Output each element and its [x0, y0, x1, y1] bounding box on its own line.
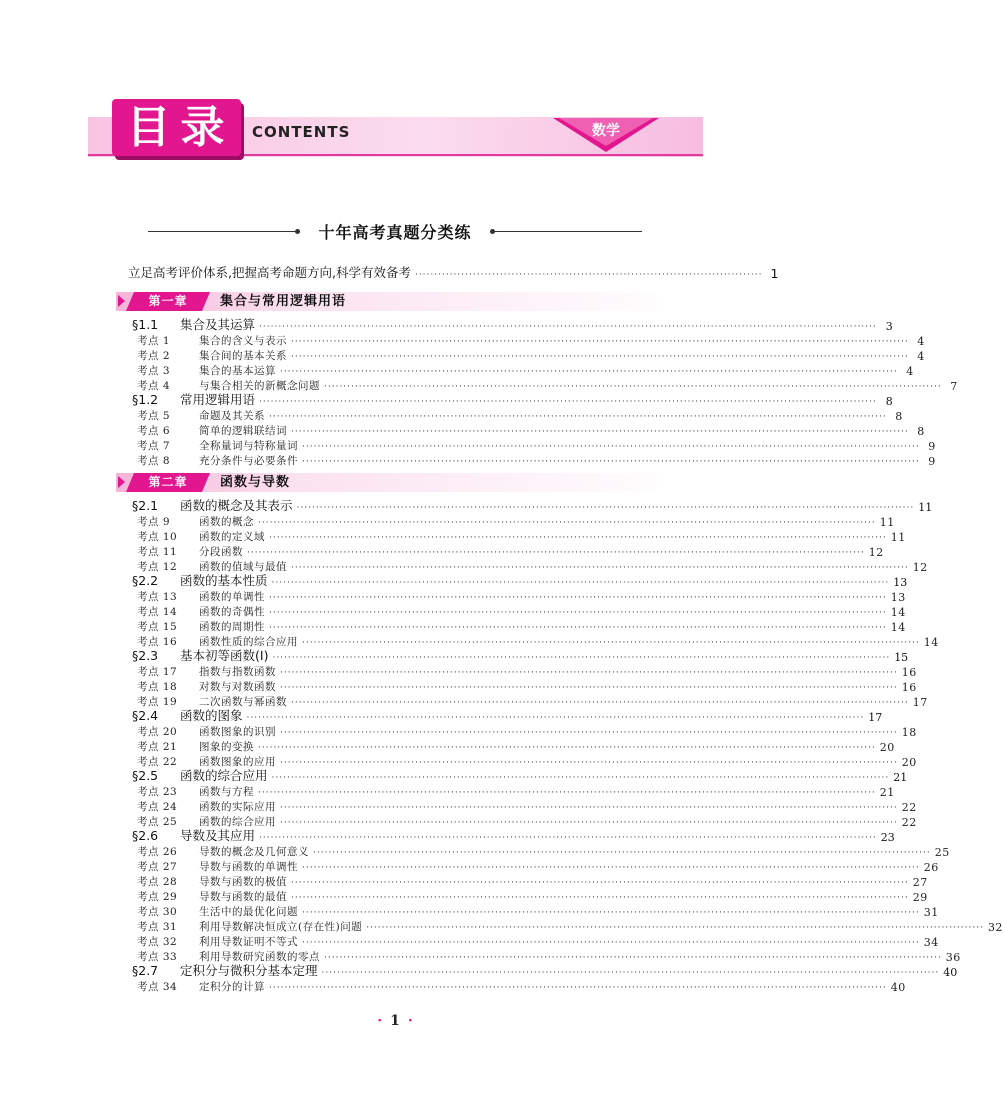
leader-dots: ································································································································································	[280, 683, 898, 693]
section-heading	[148, 220, 642, 242]
toc-page-number: 11	[918, 501, 933, 514]
chapter-header	[116, 473, 687, 492]
toc-entry-label	[137, 363, 276, 378]
leader-dots: ································································································································································	[291, 563, 909, 573]
toc-page-number: 12	[868, 546, 884, 559]
entry-text: 导数及其应用	[180, 828, 256, 843]
toc-page-number: 13	[890, 591, 906, 604]
leader-dots: ································································································································································	[269, 608, 887, 618]
leader-dots: ································································································································································	[280, 818, 898, 828]
toc-page-number: 16	[901, 681, 917, 694]
toc-point-entry[interactable]	[137, 739, 895, 754]
toc-page-number: 16	[901, 666, 917, 679]
chapter-arrow-icon	[118, 295, 125, 307]
toc-entry-label	[132, 706, 243, 724]
leader-dots: ································································································································································	[259, 833, 877, 843]
toc-point-entry[interactable]	[137, 724, 917, 739]
entry-text: 函数的单调性	[199, 591, 265, 603]
page-title: 目录	[126, 102, 235, 153]
toc-page-number: 4	[917, 350, 925, 363]
toc-section-entry[interactable]	[132, 828, 895, 844]
toc-entry-label	[137, 453, 298, 468]
toc-entry-label	[137, 844, 309, 859]
toc-page-number: 32	[987, 921, 1003, 934]
leader-dots: ································································································································································	[269, 623, 887, 633]
toc-section-entry[interactable]	[132, 392, 893, 408]
entry-text: 函数与方程	[199, 786, 254, 798]
section-number: §2.1	[132, 498, 159, 513]
entry-text: 函数图象的识别	[199, 726, 276, 738]
point-number: 考点 1	[137, 335, 171, 347]
toc-entry-label	[132, 646, 268, 664]
leader-dots: ································································································································································	[291, 427, 909, 437]
toc-page-number: 21	[893, 771, 908, 784]
toc-page-number: 21	[879, 786, 895, 799]
toc-point-entry[interactable]	[137, 619, 906, 634]
entry-text: 函数的图象	[180, 708, 243, 723]
entry-text: 基本初等函数(Ⅰ)	[180, 648, 269, 663]
toc-page-number: 23	[880, 831, 895, 844]
entry-text: 函数的定义域	[199, 531, 265, 543]
entry-text: 利用导数研究函数的零点	[199, 951, 320, 963]
point-number: 考点 32	[137, 936, 178, 948]
point-number: 考点 2	[137, 350, 171, 362]
entry-text: 对数与对数函数	[199, 681, 276, 693]
point-number: 考点 13	[137, 591, 178, 603]
leader-dots: ································································································································································	[258, 743, 876, 753]
toc-page-number: 14	[923, 636, 939, 649]
toc-entry-label	[137, 408, 265, 423]
leader-dots: ································································································································································	[313, 848, 931, 858]
point-number: 考点 19	[137, 696, 178, 708]
entry-text: 函数的综合应用	[180, 768, 268, 783]
toc-point-entry[interactable]	[137, 363, 914, 378]
point-number: 考点 20	[137, 726, 178, 738]
toc-point-entry[interactable]	[137, 514, 895, 529]
leader-dots: ································································································································································	[321, 968, 940, 978]
toc-page-number: 12	[912, 561, 928, 574]
toc-entry-label	[137, 904, 298, 919]
toc-page-number: 7	[950, 380, 958, 393]
subject-label: 数学	[592, 123, 620, 139]
entry-text: 利用导数证明不等式	[199, 936, 298, 948]
entry-text: 函数性质的综合应用	[199, 636, 298, 648]
toc-entry-label	[137, 514, 254, 529]
toc-point-entry[interactable]	[137, 784, 895, 799]
entry-text: 命题及其关系	[199, 410, 265, 422]
toc-page-number: 9	[928, 455, 936, 468]
section-number: §2.4	[132, 708, 159, 723]
entry-text: 函数的值域与最值	[199, 561, 287, 573]
section-number: §2.3	[132, 648, 159, 663]
leader-dots: ································································································································································	[280, 758, 898, 768]
toc-point-entry[interactable]	[137, 589, 906, 604]
point-number: 考点 15	[137, 621, 178, 633]
toc-point-entry[interactable]	[137, 529, 906, 544]
divider	[148, 231, 298, 232]
leader-dots: ································································································································································	[271, 578, 890, 588]
point-number: 考点 30	[137, 906, 178, 918]
page-number: 1	[390, 1013, 400, 1029]
toc-entry-label	[137, 919, 362, 934]
entry-text: 集合的含义与表示	[199, 335, 287, 347]
leader-dots: ································································································································································	[271, 773, 890, 783]
leader-dots: ································································································································································	[291, 893, 909, 903]
section-number: §2.7	[132, 963, 159, 978]
toc-entry-label	[137, 784, 254, 799]
toc-section-entry[interactable]	[132, 708, 883, 724]
toc-page-number: 8	[895, 410, 903, 423]
point-number: 考点 28	[137, 876, 178, 888]
toc-section-entry[interactable]	[132, 648, 909, 664]
leader-dots: ································································································································································	[291, 352, 909, 362]
toc-page-number: 11	[890, 531, 906, 544]
entry-text: 函数的奇偶性	[199, 606, 265, 618]
point-number: 考点 18	[137, 681, 178, 693]
toc-entry-label	[137, 619, 265, 634]
leader-dots: ································································································································································	[291, 698, 909, 708]
toc-entry-label	[137, 589, 265, 604]
chapter-number: 第二章	[148, 475, 188, 489]
toc-point-entry[interactable]	[137, 844, 950, 859]
toc-page-number: 3	[885, 320, 893, 333]
chapter-arrow-icon	[118, 476, 125, 488]
section-title: 十年高考真题分类练	[318, 223, 472, 242]
entry-text: 函数的基本性质	[180, 573, 268, 588]
toc-page-number: 14	[890, 606, 906, 619]
point-number: 考点 4	[137, 380, 171, 392]
toc-entry-label	[137, 859, 298, 874]
toc-entry-label	[137, 544, 243, 559]
toc-entry-label	[132, 826, 255, 844]
toc-page-number: 8	[917, 425, 925, 438]
point-number: 考点 3	[137, 365, 171, 377]
entry-text: 简单的逻辑联结词	[199, 425, 287, 437]
toc-entry-label: 立足高考评价体系,把握高考命题方向,科学有效备考	[128, 265, 411, 280]
section-number: §1.2	[132, 392, 159, 407]
leader-dots: ································································································································································	[302, 938, 920, 948]
toc-entry-label	[137, 529, 265, 544]
leader-dots: ································································································································································	[258, 788, 876, 798]
toc-page-number: 9	[928, 440, 936, 453]
toc-entry-label	[132, 390, 255, 408]
leader-dots: ································································································································································	[259, 397, 877, 407]
toc-page-number: 13	[893, 576, 908, 589]
point-number: 考点 16	[137, 636, 178, 648]
entry-text: 函数的概念	[199, 516, 254, 528]
entry-text: 分段函数	[199, 546, 243, 558]
toc-entry-label	[137, 724, 276, 739]
point-number: 考点 6	[137, 425, 171, 437]
toc-page-number: 22	[901, 816, 917, 829]
point-number: 考点 5	[137, 410, 171, 422]
toc-page-number: 40	[890, 981, 906, 994]
toc-section-entry[interactable]	[132, 573, 908, 589]
toc-page-number: 15	[894, 651, 909, 664]
entry-text: 函数图象的应用	[199, 756, 276, 768]
toc-entry-label	[137, 739, 254, 754]
toc-entry-label	[137, 348, 287, 363]
leader-dots: ··························································································	[414, 270, 763, 280]
point-number: 考点 34	[137, 981, 178, 993]
leader-dots: ································································································································································	[280, 668, 898, 678]
leader-dots: ································································································································································	[296, 503, 915, 513]
toc-page-number: 20	[879, 741, 895, 754]
toc-entry-label	[132, 315, 255, 333]
toc-section-entry[interactable]	[132, 498, 933, 514]
entry-text: 利用导数解决恒成立(存在性)问题	[199, 921, 363, 933]
point-number: 考点 10	[137, 531, 178, 543]
entry-text: 全称量词与特称量词	[199, 440, 298, 452]
point-number: 考点 17	[137, 666, 178, 678]
toc-point-entry[interactable]	[137, 859, 939, 874]
toc-page-number: 17	[912, 696, 928, 709]
toc-page-number: 18	[901, 726, 917, 739]
point-number: 考点 24	[137, 801, 178, 813]
toc-intro-entry[interactable]	[128, 264, 779, 281]
toc-point-entry[interactable]	[137, 423, 925, 438]
toc-section-entry[interactable]	[132, 963, 958, 979]
entry-text: 生活中的最优化问题	[199, 906, 298, 918]
toc-point-entry[interactable]	[137, 453, 936, 468]
toc-entry-label	[132, 571, 268, 589]
subject-tag	[553, 118, 659, 152]
toc-page-number: 40	[943, 966, 958, 979]
toc-point-entry[interactable]	[137, 544, 884, 559]
leader-dots: ································································································································································	[302, 457, 920, 467]
point-number: 考点 29	[137, 891, 178, 903]
toc-point-entry[interactable]	[137, 408, 903, 423]
leader-dots: ································································································································································	[258, 518, 876, 528]
toc-entry-label	[137, 438, 298, 453]
section-number: §2.6	[132, 828, 159, 843]
point-number: 考点 21	[137, 741, 178, 753]
leader-dots: ································································································································································	[302, 638, 920, 648]
point-number: 考点 33	[137, 951, 178, 963]
leader-dots: ································································································································································	[269, 412, 887, 422]
point-number: 考点 11	[137, 546, 178, 558]
toc-entry-label	[132, 496, 293, 514]
leader-dots: ································································································································································	[302, 908, 920, 918]
toc-page-number: 4	[917, 335, 925, 348]
toc-entry-label	[137, 934, 298, 949]
toc-page-number: 4	[906, 365, 914, 378]
point-number: 考点 9	[137, 516, 171, 528]
toc-point-entry[interactable]	[137, 438, 936, 453]
toc-point-entry[interactable]	[137, 333, 925, 348]
entry-text: 图象的变换	[199, 741, 254, 753]
toc-page-number: 26	[923, 861, 939, 874]
entry-text: 导数与函数的最值	[199, 891, 287, 903]
toc-page-number: 27	[912, 876, 928, 889]
leader-dots: ································································································································································	[324, 382, 942, 392]
chapter-title[interactable]: 函数与导数	[220, 475, 291, 490]
toc-point-entry[interactable]	[137, 904, 939, 919]
entry-text: 集合及其运算	[180, 317, 256, 332]
toc-point-entry[interactable]	[137, 799, 917, 814]
toc-entry-label	[137, 889, 287, 904]
toc-point-entry[interactable]	[137, 664, 917, 679]
point-number: 考点 7	[137, 440, 171, 452]
entry-text: 指数与指数函数	[199, 666, 276, 678]
leader-dots: ································································································································································	[291, 337, 909, 347]
point-number: 考点 31	[137, 921, 178, 933]
toc-entry-label	[137, 423, 287, 438]
footer-dot: ·	[377, 1013, 383, 1029]
toc-entry-label	[132, 961, 318, 979]
leader-dots: ································································································································································	[269, 593, 887, 603]
toc-page-number: 22	[901, 801, 917, 814]
toc-entry-label	[137, 664, 276, 679]
entry-text: 充分条件与必要条件	[199, 455, 298, 467]
toc-page-number: 20	[901, 756, 917, 769]
entry-text: 导数与函数的单调性	[199, 861, 298, 873]
leader-dots: ································································································································································	[366, 923, 984, 933]
chapter-header	[116, 292, 687, 311]
toc-point-entry[interactable]	[137, 874, 928, 889]
toc-page-number: 8	[885, 395, 893, 408]
toc-point-entry[interactable]	[137, 679, 917, 694]
entry-text: 与集合相关的新概念问题	[199, 380, 320, 392]
entry-text: 集合的基本运算	[199, 365, 276, 377]
leader-dots: ································································································································································	[302, 442, 920, 452]
section-number: §1.1	[132, 317, 159, 332]
toc-entry-label	[137, 333, 287, 348]
toc-section-entry[interactable]	[132, 317, 893, 333]
entry-text: 函数的实际应用	[199, 801, 276, 813]
toc-section-entry[interactable]	[132, 768, 908, 784]
entry-text: 集合间的基本关系	[199, 350, 287, 362]
point-number: 考点 27	[137, 861, 178, 873]
toc-point-entry[interactable]	[137, 604, 906, 619]
toc-point-entry[interactable]	[137, 348, 925, 363]
toc-page-number: 17	[868, 711, 883, 724]
entry-text: 导数的概念及几何意义	[199, 846, 309, 858]
point-number: 考点 25	[137, 816, 178, 828]
toc-point-entry[interactable]	[137, 934, 939, 949]
toc-page-number: 11	[879, 516, 895, 529]
leader-dots: ································································································································································	[280, 728, 898, 738]
point-number: 考点 12	[137, 561, 178, 573]
toc-entry-label	[132, 766, 268, 784]
toc-entry-label	[137, 679, 276, 694]
leader-dots: ································································································································································	[246, 713, 865, 723]
entry-text: 二次函数与幂函数	[199, 696, 287, 708]
point-number: 考点 26	[137, 846, 178, 858]
point-number: 考点 14	[137, 606, 178, 618]
toc-point-entry[interactable]	[137, 979, 906, 994]
section-number: §2.2	[132, 573, 159, 588]
chapter-title[interactable]: 集合与常用逻辑用语	[220, 294, 347, 309]
point-number: 考点 8	[137, 455, 171, 467]
entry-text: 导数与函数的极值	[199, 876, 287, 888]
toc-entry-label	[137, 979, 265, 994]
leader-dots: ································································································································································	[280, 803, 898, 813]
leader-dots: ································································································································································	[324, 953, 942, 963]
entry-text: 常用逻辑用语	[180, 392, 256, 407]
toc-entry-label	[137, 874, 287, 889]
leader-dots: ································································································································································	[272, 653, 891, 663]
entry-text: 定积分的计算	[199, 981, 265, 993]
entry-text: 函数的综合应用	[199, 816, 276, 828]
leader-dots: ································································································································································	[302, 863, 920, 873]
leader-dots: ································································································································································	[291, 878, 909, 888]
point-number: 考点 23	[137, 786, 178, 798]
toc-page-number: 31	[923, 906, 939, 919]
toc-point-entry[interactable]	[137, 889, 928, 904]
toc-page-number: 25	[934, 846, 950, 859]
page-footer	[0, 1013, 790, 1029]
leader-dots: ································································································································································	[259, 322, 877, 332]
entry-text: 定积分与微积分基本定理	[180, 963, 318, 978]
divider	[492, 231, 642, 232]
footer-dot: ·	[407, 1013, 413, 1029]
entry-text: 函数的周期性	[199, 621, 265, 633]
toc-entry-label	[137, 604, 265, 619]
toc-page-number: 34	[923, 936, 939, 949]
entry-text: 函数的概念及其表示	[180, 498, 293, 513]
toc-page-number: 14	[890, 621, 906, 634]
leader-dots: ································································································································································	[280, 367, 898, 377]
toc-page-number: 1	[770, 266, 779, 281]
contents-label: CONTENTS	[252, 123, 351, 141]
leader-dots: ································································································································································	[247, 548, 865, 558]
toc-page-number: 29	[912, 891, 928, 904]
chapter-number: 第一章	[148, 294, 188, 308]
toc-entry-label	[137, 799, 276, 814]
section-number: §2.5	[132, 768, 159, 783]
leader-dots: ································································································································································	[269, 983, 887, 993]
toc-point-entry[interactable]	[137, 919, 1003, 934]
toc-page-number: 36	[945, 951, 961, 964]
leader-dots: ································································································································································	[269, 533, 887, 543]
point-number: 考点 22	[137, 756, 178, 768]
